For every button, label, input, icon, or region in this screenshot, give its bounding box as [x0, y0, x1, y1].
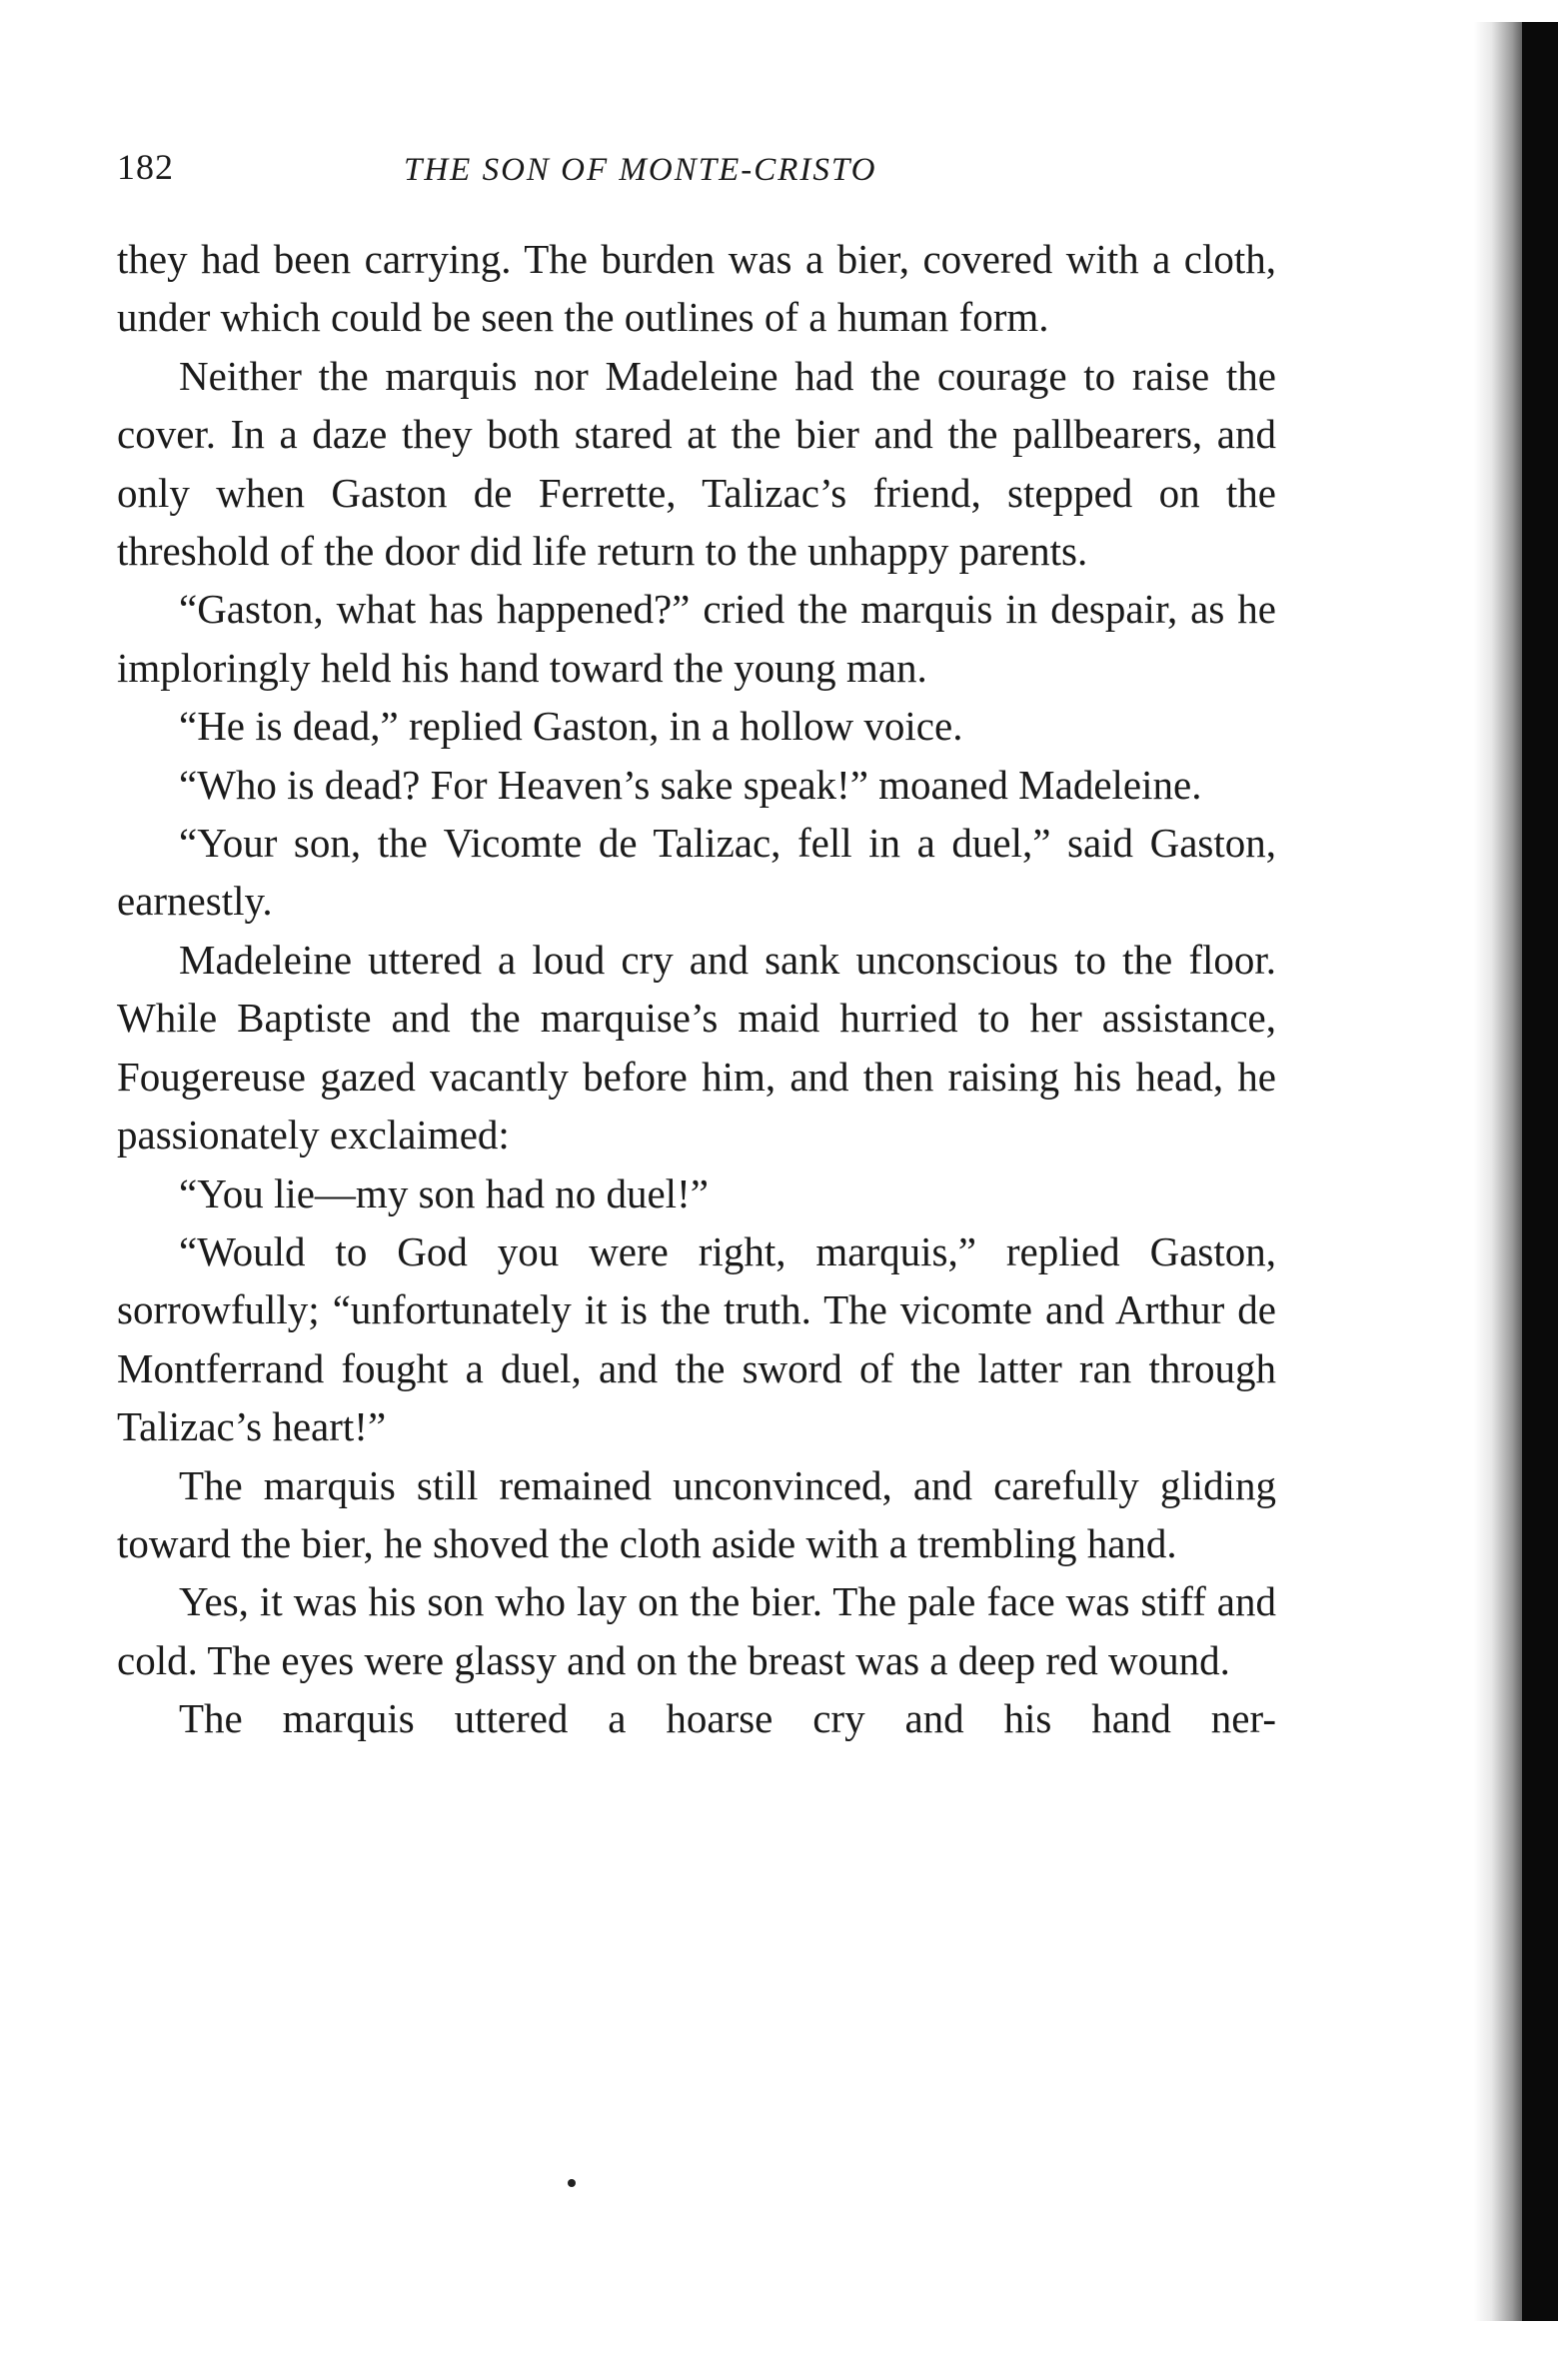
paragraph-12: The marquis uttered a hoarse cry and his hand ner- [179, 1695, 1276, 1742]
running-title: THE SON OF MONTE-CRISTO [404, 152, 877, 188]
paragraph-10: The marquis still remained unconvinced, and carefully gliding toward the bier, he shoved the cloth aside with a trembling hand. [117, 1461, 1276, 1566]
paragraph-8: “You lie—my son had no duel!” [179, 1170, 709, 1216]
body-text [117, 230, 1276, 1748]
paragraph-4: “He is dead,” replied Gaston, in a hollow voice. [179, 703, 963, 750]
paragraph-3: “Gaston, what has happened?” cried the marquis in despair, as he imploringly held his hand toward the young man. [117, 586, 1276, 691]
page-header [117, 146, 1291, 206]
paragraph-1: they had been carrying. The burden was a bier, covered with a cloth, under which could be seen the outlines of a human form. [117, 236, 1276, 341]
paragraph-2: Neither the marquis nor Madeleine had the courage to raise the cover. In a daze they both stared at the bier and the pallbearers, and only when Gaston de Ferrette, Talizac’s friend, stepped on the threshold of the door did life return to the unhappy parents. [117, 352, 1276, 575]
paragraph-7: Madeleine uttered a loud cry and sank unconscious to the floor. While Baptiste and the marquise’s maid hurried to her assistance, Fougereuse gazed vacantly before him, and then raising his head, he passionately exclaimed: [117, 936, 1276, 1159]
paragraph-5: “Who is dead? For Heaven’s sake speak!” moaned Madeleine. [179, 761, 1202, 808]
footer-dot [568, 2179, 576, 2187]
paragraph-6: “Your son, the Vicomte de Talizac, fell in a duel,” said Gaston, earnestly. [117, 820, 1276, 925]
page-number: 182 [117, 147, 174, 187]
page-binding-edge [1522, 22, 1558, 2321]
paragraph-11: Yes, it was his son who lay on the bier. The pale face was stiff and cold. The eyes were glassy and on the breast was a deep red wound. [117, 1578, 1276, 1683]
paragraph-9: “Would to God you were right, marquis,” replied Gaston, sorrowfully; “unfortunately it is the truth. The vicomte and Arthur de Montferrand fought a duel, and the sword of the latter ran through Talizac’s heart!” [117, 1227, 1276, 1450]
